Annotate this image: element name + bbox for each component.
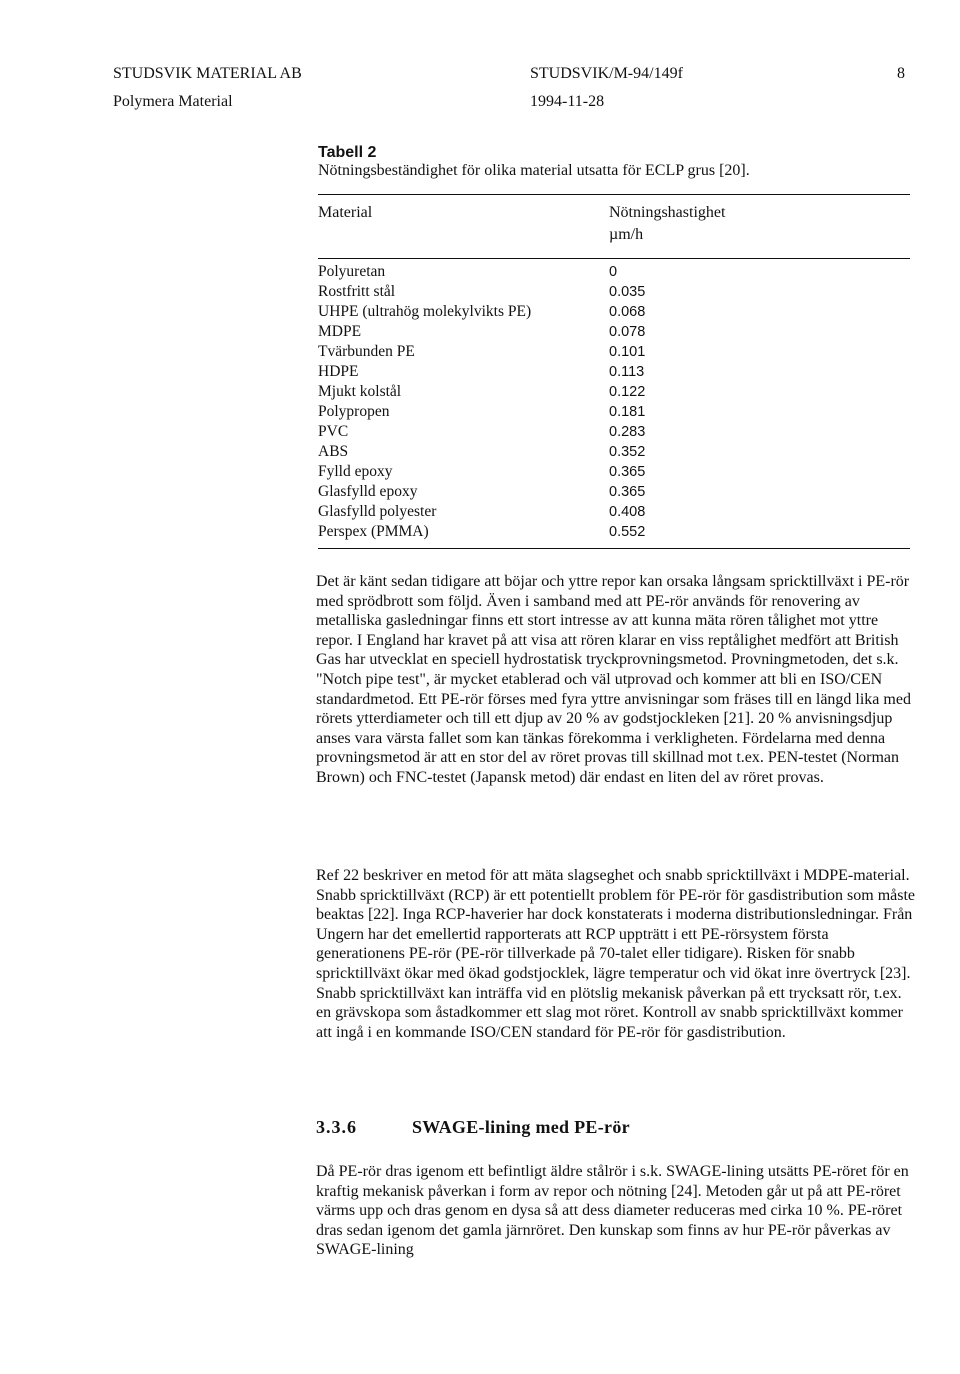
rate-cell: 0.113 xyxy=(609,364,645,380)
table-label: Tabell 2 xyxy=(318,144,377,161)
table-caption: Nötningsbeständighet för olika material utsatta för ECLP grus [20]. xyxy=(318,162,750,179)
table-row xyxy=(318,442,798,462)
table-row xyxy=(318,302,798,322)
rate-cell: 0.365 xyxy=(609,464,646,480)
table-row xyxy=(318,262,798,282)
material-cell: Rostfritt stål xyxy=(318,283,396,300)
section-title: SWAGE-lining med PE-rör xyxy=(412,1117,630,1137)
table-body xyxy=(318,262,798,542)
material-cell: PVC xyxy=(318,423,349,440)
paragraph-notch-pipe-test: Det är känt sedan tidigare att böjar och yttre repor kan orsaka långsam spricktillväxt i PE-rör med sprödbrott som följd. Även i samband med att PE-rör används för renovering av metalliska gasledningar finns ett stort intresse av att kunna mäta rören tålighet mot yttre repor. I England har kravet på att visa att rören klarar en viss reptålighet medfört att British Gas har utvecklat en speciell hydrostatisk tryckprovningsmetod. Provningmetoden, det s.k. "Notch pipe test", är mycket etablerad och väl utprovad och kommer att bli en ISO/CEN standardmetod. Ett PE-rör förses med fyra yttre anvisningar som fräses till en längd lika med rörets ytterdiameter och till ett djup av 20 % av godstjockleken [21]. 20 % anvisningsdjup anses vara värsta fallet som kan tänkas förekomma i verkligheten. Fördelarna med denna provningsmetod är att en stor del av röret provas till skillnad mot t.ex. PEN-testet (Norman Brown) och FNC-testet (Japansk metod) där endast en liten del av röret provas. xyxy=(316,573,911,786)
rate-cell: 0.068 xyxy=(609,304,646,320)
rate-cell: 0.408 xyxy=(609,504,646,520)
rate-cell: 0.352 xyxy=(609,444,646,460)
table-row xyxy=(318,362,798,382)
column-header-unit: µm/h xyxy=(609,226,644,243)
table-top-rule xyxy=(318,194,910,195)
rate-cell: 0.035 xyxy=(609,284,646,300)
column-header-material: Material xyxy=(318,204,373,221)
material-cell: Perspex (PMMA) xyxy=(318,523,429,540)
table-row xyxy=(318,522,798,542)
material-cell: Glasfylld polyester xyxy=(318,503,437,520)
table-row xyxy=(318,322,798,342)
material-cell: Polyuretan xyxy=(318,263,386,280)
table-row xyxy=(318,342,798,362)
table-row xyxy=(318,502,798,522)
rate-cell: 0.122 xyxy=(609,384,646,400)
rate-cell: 0.101 xyxy=(609,344,646,360)
material-cell: Tvärbunden PE xyxy=(318,343,415,360)
page-number: 8 xyxy=(897,65,905,82)
rate-cell: 0.078 xyxy=(609,324,646,340)
table-header-rule xyxy=(318,258,910,259)
header-department: Polymera Material xyxy=(113,93,233,110)
header-report-number: STUDSVIK/M-94/149f xyxy=(530,65,683,82)
material-cell: Fylld epoxy xyxy=(318,463,393,480)
rate-cell: 0.552 xyxy=(609,524,646,540)
rate-cell: 0 xyxy=(609,264,618,280)
header-company: STUDSVIK MATERIAL AB xyxy=(113,65,302,82)
table-row xyxy=(318,422,798,442)
section-number: 3.3.6 xyxy=(316,1117,357,1137)
header-date: 1994-11-28 xyxy=(530,93,605,110)
material-cell: Glasfylld epoxy xyxy=(318,483,418,500)
paragraph-rcp: Ref 22 beskriver en metod för att mäta slagseghet och snabb spricktillväxt i MDPE-material. Snabb spricktillväxt (RCP) är ett potentiellt problem för PE-rör för gasdistribution som måste beaktas [22]. Inga RCP-haverier har dock konstaterats i moderna distributionsledningar. Från Ungern har det emellertid rapporterats att RCP uppträtt i ett PE-rörsystem första generationens PE-rör (PE-rör tillverkade på 70-talet eller tidigare). Risken för snabb spricktillväxt ökar med ökad godstjocklek, lägre temperatur och vid ökat inre övertryck [23]. Snabb spricktillväxt kan inträffa vid en plötslig mekanisk påverkan på ett trycksatt rör, t.ex. en grävskopa som åstadkommer ett slag mot röret. Kontroll av snabb spricktillväxt kommer att ingå i en kommande ISO/CEN standard för PE-rör för gasdistribution. xyxy=(316,867,916,1041)
material-cell: HDPE xyxy=(318,363,359,380)
rate-cell: 0.181 xyxy=(609,404,646,420)
material-cell: MDPE xyxy=(318,323,362,340)
paragraph-swage-lining: Då PE-rör dras igenom ett befintligt äldre stålrör i s.k. SWAGE-lining utsätts PE-röret för en kraftig mekanisk påverkan i form av repor och nötning [24]. Metoden går ut på att PE-röret värms upp och dras genom en dysa så att dess diameter reduceras med cirka 10 %. PE-röret dras sedan igenom det gamla järnröret. Den kunskap som finns av hur PE-rör påverkas av SWAGE-lining xyxy=(316,1163,909,1259)
table-row xyxy=(318,382,798,402)
material-cell: Mjukt kolstål xyxy=(318,383,402,400)
table-bottom-rule xyxy=(318,548,910,549)
material-cell: ABS xyxy=(318,443,349,460)
table-row xyxy=(318,482,798,502)
material-cell: Polypropen xyxy=(318,403,390,420)
rate-cell: 0.283 xyxy=(609,424,646,440)
table-row xyxy=(318,282,798,302)
rate-cell: 0.365 xyxy=(609,484,646,500)
table-row xyxy=(318,402,798,422)
column-header-rate: Nötningshastighet xyxy=(609,204,726,221)
table-row xyxy=(318,462,798,482)
material-cell: UHPE (ultrahög molekylvikts PE) xyxy=(318,303,532,320)
